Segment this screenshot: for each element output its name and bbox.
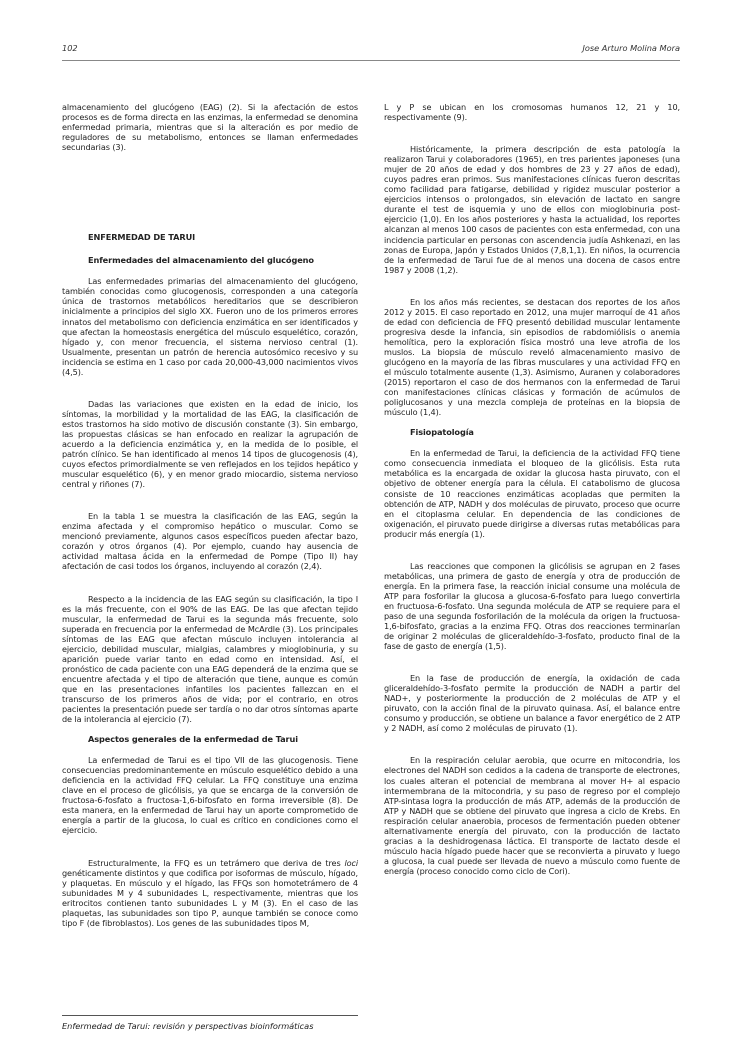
paragraph: Respecto a la incidencia de las EAG según su clasificación, la tipo I es la más frecuente, con el 90% de las EAG. De las que afectan tejido muscular, la enfermedad de Tarui es la segunda más frecuente, solo superada en frecuencia por la enfermedad de McArdle (3). Los principales síntomas de las EAG que afectan músculo incluyen intolerancia al ejercicio, debilidad muscular, mialgias, calambres y mioglobinuria, y su aparición puede variar tanto en edad como en intensidad. Así, el pronóstico de cada paciente con una EAG dependerá de la enzima que se encuentre afectada y el tipo de alteración que tiene, aunque es común que en las presentaciones infantiles los pacientes fallezcan en el transcurso de los primeros años de vida; por el contrario, en otros pacientes la presentación puede ser tardía o no dar otros síntomas aparte de la intolerancia al ejercicio (7). — [62, 593, 358, 725]
author-name: Jose Arturo Molina Mora — [582, 43, 680, 53]
section-heading: ENFERMEDAD DE TARUI — [88, 232, 196, 243]
paragraph: almacenamiento del glucógeno (EAG) (2). Si la afectación de estos procesos es de forma directa en las enzimas, la enfermedad se denomina enfermedad primaria, mientras que si la alteración es por medio de reguladores de su metabolismo, entonces se llaman enfermedades secundarias (3). — [62, 102, 358, 153]
paragraph: En la respiración celular aerobia, que ocurre en mitocondria, los electrones del NADH son cedidos a la cadena de transporte de electrones, los cuales alteran el potencial de membrana al mover H+ al espacio intermembrana de la mitocondria, y su paso de regreso por el complejo ATP-sintasa logra la producción de más ATP, además de la producción de ATP y NADH que se obtiene del piruvato que ingresa a ciclo de Krebs. En respiración celular anaerobia, procesos de fermentación pueden obtener alternativamente energía del piruvato, con la producción de lactato gracias a la deshidrogenasa láctica. El transporte de lactato desde el músculo hacia hígado puede hacer que se reconvierta a piruvato y luego a glucosa, la cual puede ser llevada de nuevo a músculo como fuente de energía (proceso conocido como ciclo de Cori). — [384, 755, 680, 876]
paragraph: En la tabla 1 se muestra la clasificación de las EAG, según la enzima afectada y el compromiso hepático o muscular. Como se mencionó previamente, algunos casos específicos pueden afectar bazo, corazón y otros órganos (4). Por ejemplo, cuando hay ausencia de actividad maltasa ácida en la enfermedad de Pompe (Tipo II) hay afectación de casi todos los órganos, incluyendo al corazón (2,4). — [62, 511, 358, 572]
running-footer: Enfermedad de Tarui: revisión y perspectivas bioinformáticas — [62, 1021, 314, 1031]
footer-divider — [62, 1015, 358, 1016]
paragraph: En la fase de producción de energía, la oxidación de cada gliceraldehído-3-fosfato permite la producción de NADH a partir del NAD+, y posteriormente la producción de 2 moléculas de ATP y el piruvato, con la acción final de la piruvato quinasa. Así, el balance entre consumo y producción, se obtiene un balance a favor energético de 2 ATP y 2 NADH, así como 2 moléculas de piruvato (1). — [384, 673, 680, 734]
paragraph: En la enfermedad de Tarui, la deficiencia de la actividad FFQ tiene como consecuencia inmediata el bloqueo de la glicólisis. Esta ruta metabólica es la encargada de oxidar la glucosa hasta piruvato, con el objetivo de obtener energía para la célula. El catabolismo de glucosa consiste de 10 reacciones enzimáticas acopladas que permiten la obtención de ATP, NADH y dos moléculas de piruvato, proceso que ocurre en el citoplasma celular. En dependencia de las condiciones de oxigenación, el piruvato puede dirigirse a diversas rutas metabólicas para producir más energía (1). — [384, 448, 680, 539]
page-header — [62, 43, 680, 57]
right-column — [384, 102, 680, 885]
paragraph: L y P se ubican en los cromosomas humanos 12, 21 y 10, respectivamente (9). — [384, 102, 680, 123]
paragraph: La enfermedad de Tarui es el tipo VII de las glucogenosis. Tiene consecuencias predominantemente en músculo esquelético debido a una deficiencia en la actividad FFQ celular. La FFQ constituye una enzima clave en el proceso de glicólisis, ya que se encarga de la conversión de fructosa-6-fosfato a fructosa-1,6-bifosfato en forma irreversible (8). De esta manera, en la enfermedad de Tarui hay un aporte comprometido de energía a partir de la glucosa, lo cual es crítico en condiciones como el ejercicio. — [62, 755, 358, 836]
paragraph: Las reacciones que componen la glicólisis se agrupan en 2 fases metabólicas, una primera de gasto de energía y otra de producción de energía. En la primera fase, la reacción inicial consume una molécula de ATP para fosforilar la glucosa a glucosa-6-fosfato para luego convertirla en fructuosa-6-fosfato. Una segunda molécula de ATP se requiere para el paso de una segunda fosforilación de la molécula da origen la fructuosa-1,6-bifosfato, gracias a la enzima FFQ. Otras dos reacciones terminarían de originar 2 moléculas de gliceraldehído-3-fosfato, producto final de la fase de gasto de energía (1,5). — [384, 560, 680, 652]
subsection-heading: Fisiopatología — [410, 427, 474, 438]
left-column — [62, 102, 358, 937]
paragraph: Estructuralmente, la FFQ es un tetrámero que deriva de tres loci genéticamente distintos y que codifica por isoformas de músculo, hígado, y plaquetas. En músculo y el hígado, las FFQs son homotetrámero de 4 subunidades M y 4 subunidades L, respectivamente, mientras que los eritrocitos contienen tanto subunidades L y M (3). En el caso de las plaquetas, las subunidades son tipo P, aunque también se conoce como tipo F (de fibroblastos). Los genes de las subunidades tipos M, — [62, 857, 358, 928]
paragraph: Dadas las variaciones que existen en la edad de inicio, los síntomas, la morbilidad y la mortalidad de las EAG, la clasificación de estos trastornos ha sido motivo de discusión constante (3). Sin embargo, las propuestas clásicas se han enfocado en realizar la agrupación de acuerdo a la deficiencia enzimática y, en la medida de lo posible, el patrón clínico. Se han identificado al menos 14 tipos de glucogenosis (4), cuyos efectos primordialmente se ven reflejados en los tejidos hepático y muscular esquelético (6), y en menor grado miocardio, sistema nervioso central y riñones (7). — [62, 398, 358, 490]
subsection-heading: Aspectos generales de la enfermedad de Tarui — [88, 734, 298, 745]
italic-term: loci — [344, 857, 358, 868]
subsection-heading: Enfermedades del almacenamiento del glucógeno — [88, 255, 314, 266]
header-divider — [62, 60, 680, 61]
paragraph: Las enfermedades primarias del almacenamiento del glucógeno, también conocidas como glucogenosis, corresponden a una categoría única de trastornos metabólicos hereditarios que se describieron inicialmente a principios del siglo XX. Fueron uno de los primeros errores innatos del metabolismo con deficiencia enzimática en ser identificados y que afectan la homeostasis energética del músculo esquelético, corazón, hígado y, con menor frecuencia, el sistema nervioso central (1). Usualmente, presentan un patrón de herencia autosómico recesivo y su incidencia se estima en 1 caso por cada 20,000-43,000 nacimientos vivos (4,5). — [62, 276, 358, 377]
page-number: 102 — [62, 43, 78, 53]
paragraph: En los años más recientes, se destacan dos reportes de los años 2012 y 2015. El caso reportado en 2012, una mujer marroquí de 41 años de edad con deficiencia de FFQ presentó debilidad muscular lentamente progresiva desde la infancia, sin episodios de rabdomiólisis o anemia hemolítica, pero la exploración física mostró una leve atrofia de los muslos. La biopsia de músculo reveló almacenamiento masivo de glucógeno en la mayoría de las fibras musculares y una actividad FFQ en el músculo totalmente ausente (1,3). Asimismo, Auranen y colaboradores (2015) reportaron el caso de dos hermanos con la enfermedad de Tarui con manifestaciones clínicas clásicas y formación de acúmulos de poliglucosanos y una mezcla compleja de proteínas en la biopsia de músculo (1,4). — [384, 296, 680, 418]
paragraph: Históricamente, la primera descripción de esta patología la realizaron Tarui y colaboradores (1965), en tres parientes japoneses (una mujer de 20 años de edad y dos hombres de 23 y 27 años de edad), cuyos padres eran primos. Sus manifestaciones clínicas fueron descritas como facilidad para fatigarse, debilidad y rigidez muscular posterior a ejercicios intensos o prolongados, sin elevación de lactato en sangre durante el test de isquemia y uno de ellos con mioglobinuria post-ejercicio (1,0). En los años posteriores y hasta la actualidad, los reportes alcanzan al menos 100 casos de pacientes con esta enfermedad, con una incidencia particular en personas con ascendencia judía Ashkenazi, en las zonas de Europa, Japón y Estados Unidos (7,8,1,1). En niños, la ocurrencia de la enfermedad de Tarui fue de al menos una docena de casos entre 1987 y 2008 (1,2). — [384, 144, 680, 275]
